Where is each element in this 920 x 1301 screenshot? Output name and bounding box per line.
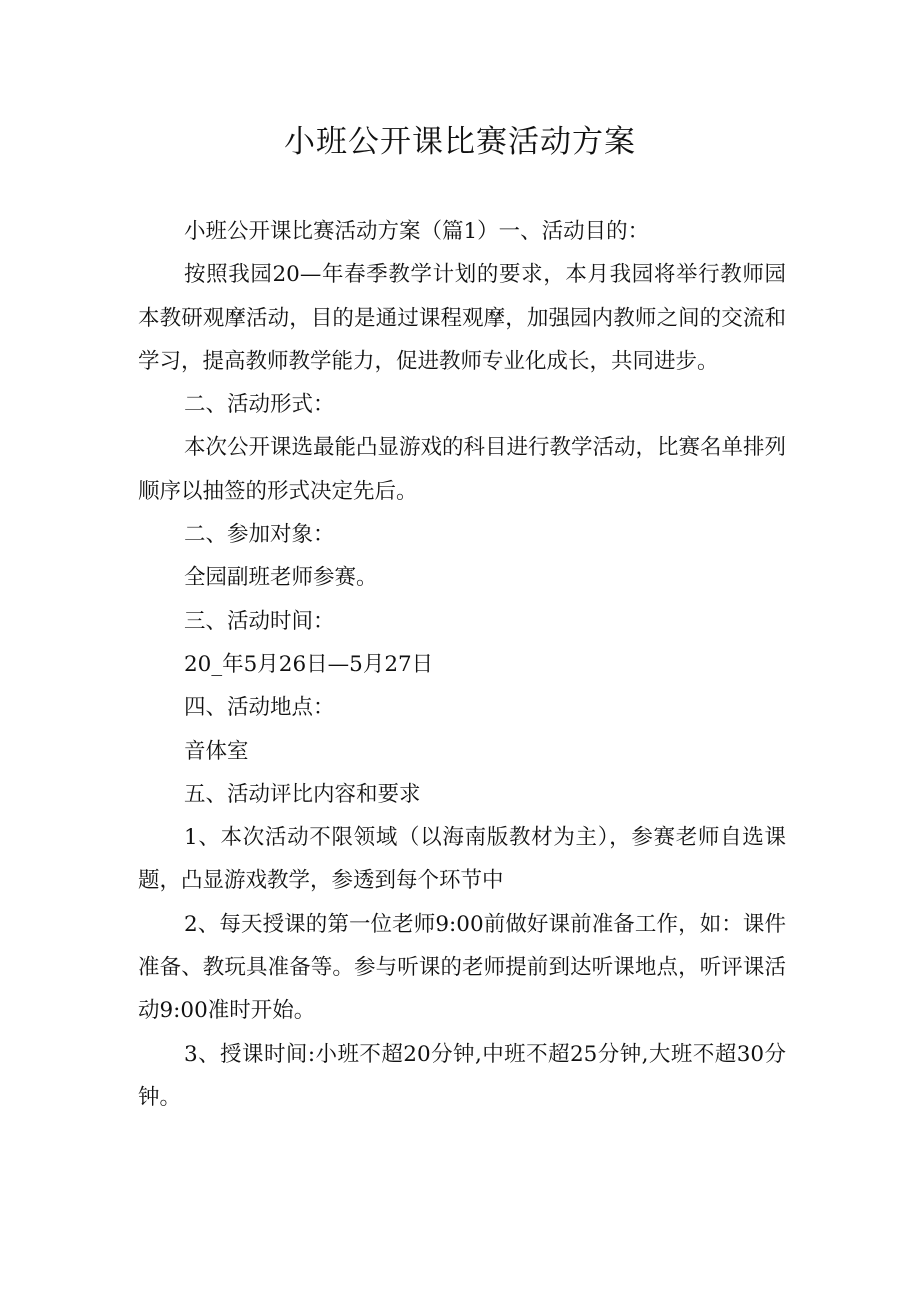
paragraph-criteria-1: 1、本次活动不限领域（以海南版教材为主），参赛老师自选课题，凸显游戏教学，参透到每个环节中 <box>138 825 786 894</box>
paragraph-criteria-3: 3、授课时间:小班不超20分钟,中班不超25分钟,大班不超30分钟。 <box>138 1041 786 1110</box>
paragraph-location: 音体室 <box>184 738 249 764</box>
section-participants-heading: 二、参加对象： <box>184 522 335 548</box>
section-criteria-heading: 五、活动评比内容和要求 <box>184 781 421 807</box>
paragraph-time: 20_年5月26日—5月27日 <box>184 651 434 677</box>
document-body <box>138 210 786 1119</box>
paragraph-purpose: 按照我园20—年春季教学计划的要求，本月我园将举行教师园本教研观摩活动，目的是通过课程观摩，加强园内教师之间的交流和学习，提高教师教学能力，促进教师专业化成长，共同进步。 <box>138 262 786 374</box>
section-format-heading: 二、活动形式： <box>184 392 335 418</box>
paragraph-format: 本次公开课选最能凸显游戏的科目进行教学活动，比赛名单排列顺序以抽签的形式决定先后。 <box>138 435 787 504</box>
paragraph-criteria-2: 2、每天授课的第一位老师9:00前做好课前准备工作，如：课件准备、教玩具准备等。参与听课的老师提前到达听课地点，听评课活动9:00准时开始。 <box>138 911 786 1024</box>
section-intro-heading: 小班公开课比赛活动方案（篇1）一、活动目的： <box>184 219 650 244</box>
document-title: 小班公开课比赛活动方案 <box>284 124 636 160</box>
section-location-heading: 四、活动地点： <box>184 695 335 721</box>
paragraph-participants: 全园副班老师参赛。 <box>184 565 378 591</box>
section-time-heading: 三、活动时间： <box>184 608 335 634</box>
